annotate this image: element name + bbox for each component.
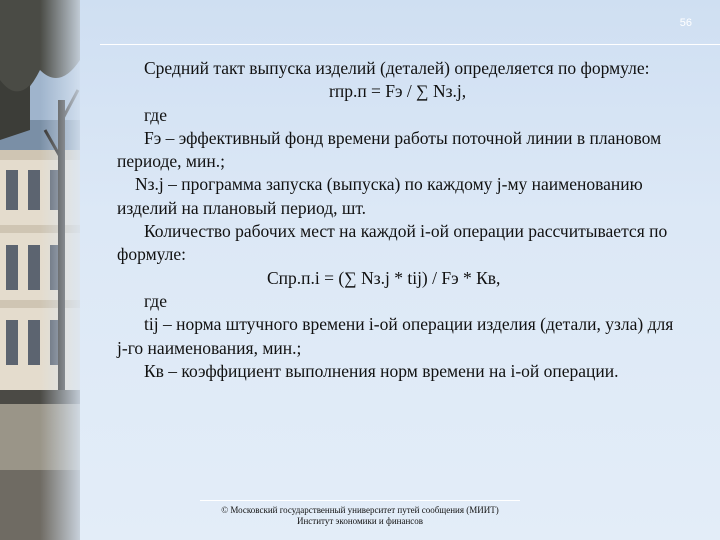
page-number: 56 xyxy=(679,17,692,29)
header-divider xyxy=(100,44,720,45)
footer xyxy=(0,505,720,527)
footer-divider xyxy=(200,500,520,501)
building-photo xyxy=(0,0,80,540)
fe-definition: Fэ – эффективный фонд времени работы поточной линии в плановом периоде, мин.; xyxy=(117,127,662,172)
tij-definition: tij – норма штучного времени i-ой операции изделия (детали, узла) для j-го наименования, мин.; xyxy=(117,314,674,358)
kv-definition: Кв – коэффициент выполнения норм времени на i-ой операции. xyxy=(144,360,619,381)
workplaces-paragraph: Количество рабочих мест на каждой i-ой операции рассчитывается по формуле: xyxy=(117,221,668,265)
nzj-definition: Nз.j – программа запуска (выпуска) по каждому j-му наименованию изделий на плановый период, шт. xyxy=(117,174,643,218)
slide-content xyxy=(117,57,677,383)
takt-formula: rпр.п = Fэ / ∑ Nз.j, xyxy=(329,81,467,102)
footer-institute: Институт экономики и финансов xyxy=(296,516,424,526)
where-label-2: где xyxy=(144,290,167,311)
where-label: где xyxy=(144,104,167,125)
intro-paragraph: Средний такт выпуска изделий (деталей) определяется по формуле: xyxy=(144,58,650,78)
footer-university: © Московский государственный университет путей сообщения (МИИТ) xyxy=(221,505,499,515)
workplaces-formula: Спр.п.i = (∑ Nз.j * tij) / Fэ * Кв, xyxy=(267,267,501,288)
